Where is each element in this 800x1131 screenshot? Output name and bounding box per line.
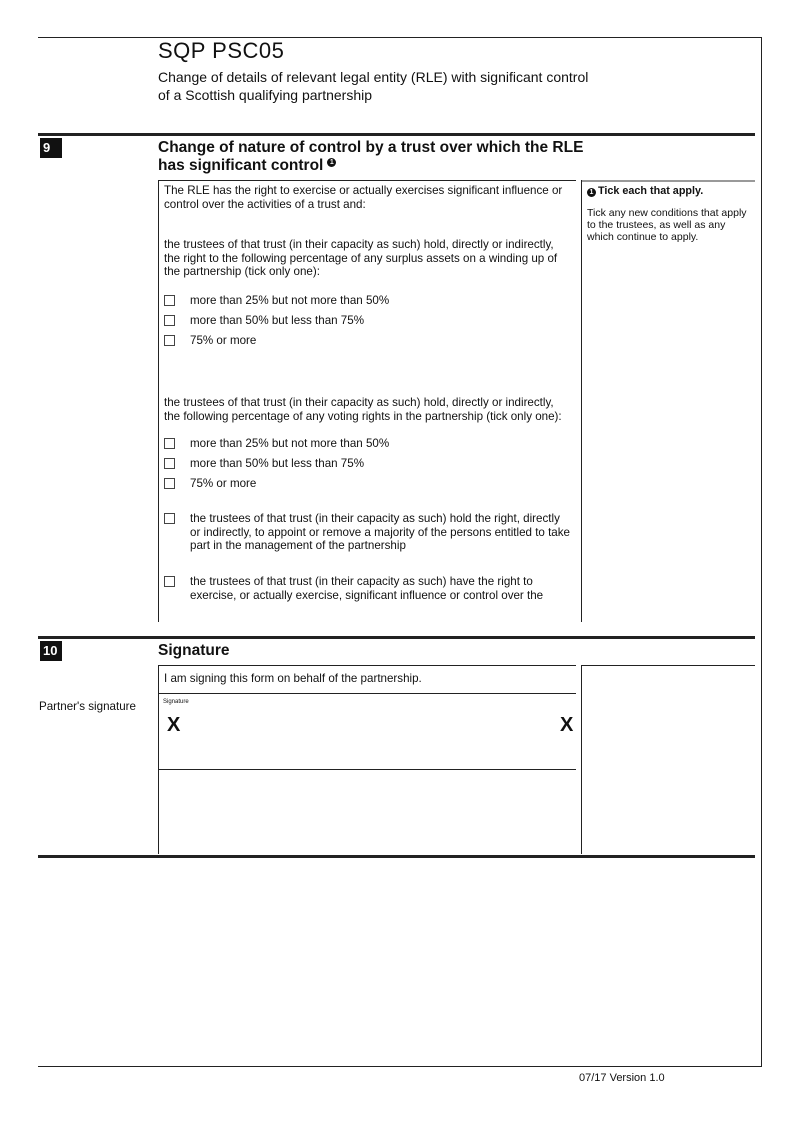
voting-50-75-checkbox[interactable] xyxy=(164,458,175,469)
signature-start-x-icon: X xyxy=(167,714,181,736)
side-note-top xyxy=(582,180,755,182)
section10-side-top xyxy=(582,665,755,666)
surplus-option-3[interactable]: 75% or more xyxy=(164,334,570,348)
section9-box-top xyxy=(158,180,576,181)
form-code: SQP PSC05 xyxy=(158,38,285,63)
bottom-border xyxy=(38,1066,762,1067)
section9-rule xyxy=(38,133,755,136)
surplus-intro: the trustees of that trust (in their capacity as such) hold, directly or indirectly, the right to the following percentage of any surplus assets on a winding up of the partnership (tick only one): xyxy=(164,238,558,278)
form-subtitle-line2: of a Scottish qualifying partnership xyxy=(158,87,373,103)
section9-box-left xyxy=(158,180,159,622)
right-border xyxy=(761,37,762,1067)
side-note xyxy=(587,185,757,243)
side-note-heading: 1 Tick each that apply. xyxy=(587,185,757,197)
influence-option[interactable]: the trustees of that trust (in their capacity as such) have the right to exercise, or actually exercise, significant influence or control over the xyxy=(164,575,570,602)
footer-version: 07/17 Version 1.0 xyxy=(579,1072,665,1084)
info-icon: 1 xyxy=(587,188,596,197)
section9-title xyxy=(158,139,583,175)
voting-option-3[interactable]: 75% or more xyxy=(164,477,570,491)
appoint-checkbox[interactable] xyxy=(164,513,175,524)
appoint-option[interactable]: the trustees of that trust (in their capacity as such) hold the right, directly or indirectly, to appoint or remove a majority of the persons entitled to take part in the management of the partnership xyxy=(164,512,570,553)
section9-title-line2: has significant control 1 xyxy=(158,157,583,175)
section10-box-top xyxy=(158,665,576,666)
partner-signature-label: Partner's signature xyxy=(39,700,136,713)
top-border xyxy=(38,37,762,38)
surplus-option-1[interactable]: more than 25% but not more than 50% xyxy=(164,294,570,308)
surplus-75-checkbox[interactable] xyxy=(164,335,175,346)
section10-box-right xyxy=(581,665,582,854)
section9-number: 9 xyxy=(40,138,62,158)
signing-statement: I am signing this form on behalf of the partnership. xyxy=(164,672,422,685)
side-note-text: Tick any new conditions that apply to the trustees, as well as any which continue to apply. xyxy=(587,207,747,243)
section9-box-right xyxy=(581,180,582,622)
signature-end-x-icon: X xyxy=(560,714,574,736)
section10-bottom-rule xyxy=(38,855,755,858)
influence-checkbox[interactable] xyxy=(164,576,175,587)
form-subtitle xyxy=(158,68,618,104)
signature-divider xyxy=(158,769,576,770)
section10-title: Signature xyxy=(158,642,230,659)
section9-intro: The RLE has the right to exercise or actually exercises significant influence or control over the activities of a trust and: xyxy=(164,184,563,211)
voting-intro: the trustees of that trust (in their capacity as such) hold, directly or indirectly, the following percentage of any voting rights in the partnership (tick only one): xyxy=(164,396,562,423)
surplus-50-75-checkbox[interactable] xyxy=(164,315,175,326)
surplus-25-50-checkbox[interactable] xyxy=(164,295,175,306)
form-subtitle-line1: Change of details of relevant legal entity (RLE) with significant control xyxy=(158,69,589,85)
signature-field-label: Signature xyxy=(163,699,189,705)
section10-number: 10 xyxy=(40,641,62,661)
section10-rule xyxy=(38,636,755,639)
section9-title-line1: Change of nature of control by a trust over which the RLE xyxy=(158,139,584,156)
voting-option-2[interactable]: more than 50% but less than 75% xyxy=(164,457,570,471)
voting-75-checkbox[interactable] xyxy=(164,478,175,489)
surplus-option-2[interactable]: more than 50% but less than 75% xyxy=(164,314,570,328)
note-marker-icon: 1 xyxy=(327,158,336,167)
signature-field[interactable] xyxy=(159,694,575,769)
voting-option-1[interactable]: more than 25% but not more than 50% xyxy=(164,437,570,451)
voting-25-50-checkbox[interactable] xyxy=(164,438,175,449)
